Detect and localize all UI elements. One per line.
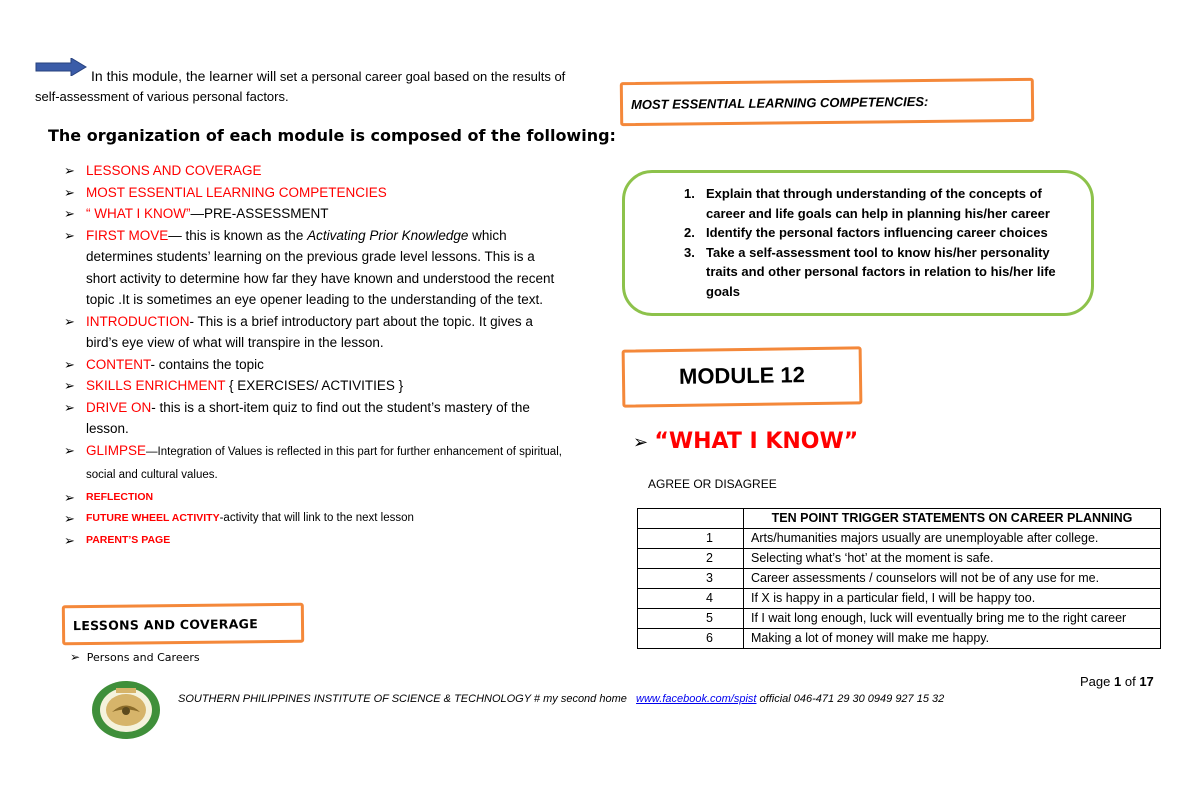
page-of: of bbox=[1124, 674, 1136, 689]
item-label: MOST ESSENTIAL LEARNING COMPETENCIES bbox=[86, 184, 387, 200]
arrow-bullet-icon: ➢ bbox=[64, 163, 75, 178]
list-item bbox=[64, 375, 564, 397]
item-text: — this is known as the bbox=[168, 227, 308, 243]
arrow-bullet-icon: ➢ bbox=[64, 313, 75, 329]
arrow-bullet-icon: ➢ bbox=[64, 489, 75, 505]
instruction-text: AGREE OR DISAGREE bbox=[648, 477, 777, 491]
list-item bbox=[64, 203, 564, 225]
intro-rest: set a personal career goal based on the results of self-assessment of various personal factors. bbox=[35, 69, 566, 104]
lessons-heading-box bbox=[62, 603, 304, 646]
footer-contact: official 046-471 29 30 0949 927 15 32 bbox=[759, 693, 945, 705]
row-number: 4 bbox=[638, 589, 744, 609]
item-text: —PRE-ASSESSMENT bbox=[190, 206, 329, 221]
arrow-bullet-icon: ➢ bbox=[64, 184, 75, 200]
list-item bbox=[64, 397, 564, 440]
table-row bbox=[638, 589, 1161, 609]
item-label: CONTENT bbox=[86, 356, 151, 372]
facebook-link[interactable]: www.facebook.com/spist bbox=[636, 693, 757, 705]
item-label: SKILLS ENRICHMENT bbox=[86, 378, 226, 393]
row-number: 2 bbox=[638, 549, 744, 569]
arrow-bullet-icon: ➢ bbox=[70, 650, 87, 664]
row-text: If X is happy in a particular field, I will be happy too. bbox=[744, 589, 1161, 609]
table-row bbox=[638, 609, 1161, 629]
row-text: Career assessments / counselors will not be of any use for me. bbox=[744, 569, 1161, 589]
item-text: -activity that will link to the next lesson bbox=[219, 512, 414, 524]
row-number: 5 bbox=[638, 609, 744, 629]
competency-text: Identify the personal factors influencing career choices bbox=[706, 225, 1048, 240]
item-italic: Activating Prior Knowledge bbox=[307, 227, 469, 243]
intro-lead: In this module, the learner will bbox=[91, 68, 277, 84]
item-label: INTRODUCTION bbox=[86, 313, 190, 329]
competency-text: Take a self-assessment tool to know his/her personality traits and other personal factors in relation to his/her life goals bbox=[706, 244, 1056, 299]
item-label: FUTURE WHEEL ACTIVITY bbox=[86, 512, 220, 524]
arrow-bullet-icon: ➢ bbox=[64, 206, 75, 221]
item-label: REFLECTION bbox=[86, 490, 154, 503]
list-item: 2. Identify the personal factors influencing career choices bbox=[684, 225, 1048, 240]
lessons-item-text: Persons and Careers bbox=[86, 651, 200, 664]
module-title: MODULE 12 bbox=[678, 362, 806, 389]
table-header-row bbox=[638, 509, 1161, 529]
page-total: 17 bbox=[1139, 674, 1154, 689]
item-label: DRIVE ON bbox=[86, 399, 152, 415]
item-label: “ WHAT I KNOW” bbox=[86, 206, 191, 221]
arrow-bullet-icon: ➢ bbox=[64, 399, 75, 415]
list-item bbox=[64, 487, 564, 509]
arrow-bullet-icon: ➢ bbox=[64, 227, 75, 243]
arrow-bullet-icon: ➢ bbox=[64, 442, 75, 458]
arrow-bullet-icon: ➢ bbox=[633, 432, 655, 453]
arrow-bullet-icon: ➢ bbox=[64, 532, 75, 548]
item-text: —Integration of Values is reflected in this part for further enhancement of spiritual, social and cultural values. bbox=[86, 445, 562, 481]
list-item: 1. Explain that through understanding of the concepts of career and life goals can help in planning his/her career bbox=[684, 186, 1050, 221]
list-item bbox=[64, 225, 564, 311]
item-label: LESSONS AND COVERAGE bbox=[86, 163, 262, 178]
arrow-bullet-icon: ➢ bbox=[64, 378, 75, 393]
row-number: 3 bbox=[638, 569, 744, 589]
row-text: Selecting what’s ‘hot’ at the moment is safe. bbox=[744, 549, 1161, 569]
competencies-heading-box bbox=[620, 78, 1034, 126]
table-header: TEN POINT TRIGGER STATEMENTS ON CAREER PLANNING bbox=[744, 509, 1161, 529]
item-label: PARENT’S PAGE bbox=[86, 533, 171, 546]
organization-list bbox=[64, 160, 564, 551]
table-row bbox=[638, 549, 1161, 569]
school-seal-logo bbox=[90, 679, 162, 741]
list-item bbox=[64, 440, 564, 487]
row-text: Making a lot of money will make me happy. bbox=[744, 629, 1161, 649]
item-text: - this is a short-item quiz to find out the student’s mastery of the lesson. bbox=[86, 399, 530, 436]
competencies-heading: MOST ESSENTIAL LEARNING COMPETENCIES: bbox=[630, 93, 929, 113]
row-text: Arts/humanities majors usually are unemployable after college. bbox=[744, 529, 1161, 549]
item-label: GLIMPSE bbox=[86, 442, 147, 458]
competency-text: Explain that through understanding of the concepts of career and life goals can help in planning his/her career bbox=[706, 186, 1050, 221]
organization-title: The organization of each module is composed of the following: bbox=[48, 126, 616, 145]
item-label: FIRST MOVE bbox=[86, 227, 169, 243]
list-item bbox=[64, 530, 564, 552]
item-text: { EXERCISES/ ACTIVITIES } bbox=[225, 378, 404, 393]
row-number: 6 bbox=[638, 629, 744, 649]
intro-paragraph bbox=[35, 66, 575, 107]
row-text: If I wait long enough, luck will eventually bring me to the right career bbox=[744, 609, 1161, 629]
item-text: which determines students’ learning on the previous grade level lessons. This is a short activity to determine how far they have known and understood the recent topic .It is sometimes an eye opener leading to the understanding of the text. bbox=[86, 227, 555, 307]
trigger-table bbox=[637, 508, 1161, 649]
arrow-bullet-icon: ➢ bbox=[64, 356, 75, 372]
table-row bbox=[638, 569, 1161, 589]
lessons-item bbox=[70, 650, 200, 664]
row-number: 1 bbox=[638, 529, 744, 549]
table-row bbox=[638, 629, 1161, 649]
competencies-list bbox=[684, 184, 1074, 301]
list-item bbox=[64, 160, 564, 182]
footer-line bbox=[178, 693, 944, 705]
lessons-heading: LESSONS AND COVERAGE bbox=[72, 616, 259, 634]
what-i-know-text: “WHAT I KNOW” bbox=[654, 429, 859, 454]
page-current: 1 bbox=[1114, 674, 1122, 689]
list-item bbox=[64, 311, 564, 354]
what-i-know-heading bbox=[633, 429, 858, 454]
module-title-box bbox=[622, 346, 863, 407]
footer-school: SOUTHERN PHILIPPINES INSTITUTE OF SCIENCE & TECHNOLOGY # my second home bbox=[178, 693, 627, 705]
table-header-empty bbox=[638, 509, 744, 529]
list-item bbox=[64, 354, 564, 376]
arrow-bullet-icon: ➢ bbox=[64, 511, 75, 526]
item-text: - contains the topic bbox=[150, 356, 264, 372]
page-number bbox=[1080, 674, 1154, 689]
list-item: 3. Take a self-assessment tool to know his/her personality traits and other personal factors in relation to his/her life goals bbox=[684, 244, 1056, 299]
list-item bbox=[64, 508, 564, 530]
table-row bbox=[638, 529, 1161, 549]
page-prefix: Page bbox=[1080, 674, 1111, 689]
item-text: - This is a brief introductory part about the topic. It gives a bird’s eye view of what will transpire in the lesson. bbox=[86, 313, 533, 350]
list-item bbox=[64, 182, 564, 204]
